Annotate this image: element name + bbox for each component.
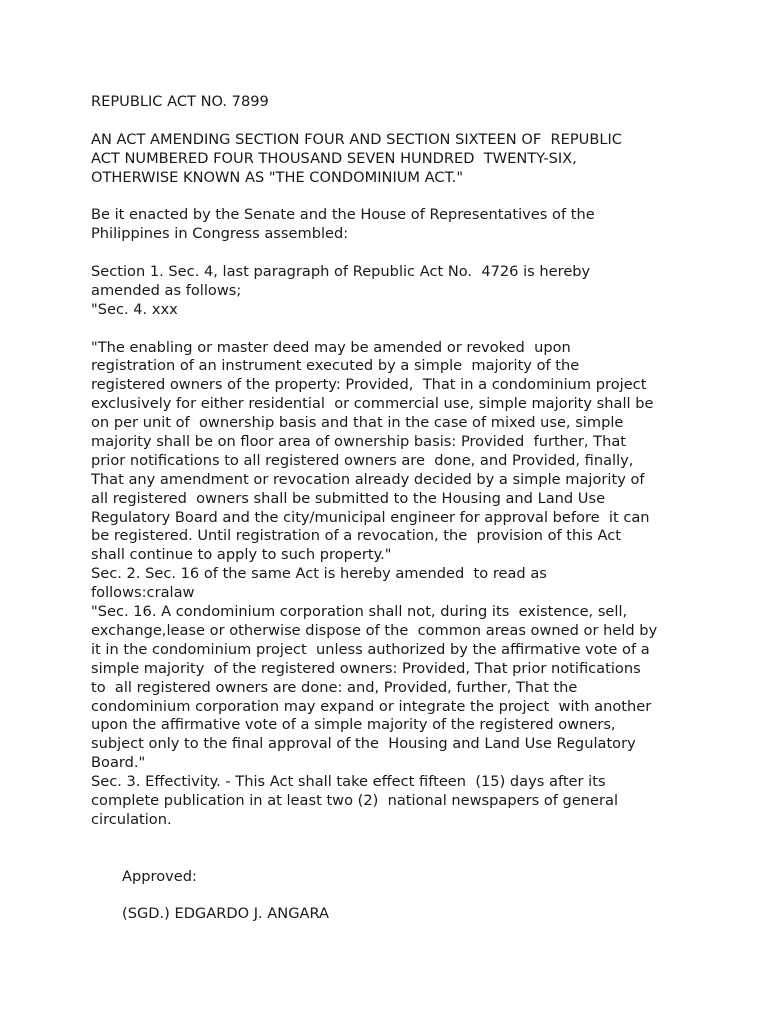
- text-line: exchange,lease or otherwise dispose of the common areas owned or held by: [91, 621, 658, 639]
- text-line: to all registered owners are done: and, Provided, further, That the: [91, 678, 578, 696]
- text-line: Regulatory Board and the city/municipal engineer for approval before it can: [91, 508, 650, 526]
- text-line: all registered owners shall be submitted to the Housing and Land Use: [91, 489, 606, 507]
- document-page: [91, 93, 681, 924]
- text-line: upon the affirmative vote of a simple majority of the registered owners,: [91, 716, 616, 734]
- text-line: "Sec. 4. xxx: [91, 300, 178, 318]
- text-line: follows:cralaw: [91, 584, 195, 602]
- enacting-clause: [91, 206, 681, 244]
- text-line: it in the condominium project unless authorized by the affirmative vote of a: [91, 640, 650, 658]
- text-line: OTHERWISE KNOWN AS "THE CONDOMINIUM ACT.": [91, 168, 464, 186]
- act-subtitle: [91, 131, 681, 188]
- section-1-intro: [91, 263, 681, 320]
- text-line: "The enabling or master deed may be amended or revoked upon: [91, 338, 571, 356]
- text-line: condominium corporation may expand or integrate the project with another: [91, 697, 652, 715]
- text-line: Section 1. Sec. 4, last paragraph of Republic Act No. 4726 is hereby: [91, 263, 591, 281]
- text-line: That any amendment or revocation already decided by a simple majority of: [91, 470, 645, 488]
- text-line: be registered. Until registration of a revocation, the provision of this Act: [91, 527, 622, 545]
- text-line: ACT NUMBERED FOUR THOUSAND SEVEN HUNDRED TWENTY-SIX,: [91, 149, 577, 167]
- approval-block: [91, 868, 681, 925]
- text-line: complete publication in at least two (2) national newspapers of general: [91, 791, 619, 809]
- text-line: subject only to the final approval of the Housing and Land Use Regulatory: [91, 735, 636, 753]
- text-line: Sec. 2. Sec. 16 of the same Act is hereby amended to read as: [91, 565, 547, 583]
- text-line: amended as follows;: [91, 281, 242, 299]
- body-text: [91, 339, 681, 830]
- approved-label: Approved:: [122, 867, 197, 885]
- text-line: exclusively for either residential or commercial use, simple majority shall be: [91, 395, 654, 413]
- text-line: shall continue to apply to such property.": [91, 546, 392, 564]
- text-line: "Sec. 16. A condominium corporation shall not, during its existence, sell,: [91, 603, 628, 621]
- text-line: AN ACT AMENDING SECTION FOUR AND SECTION SIXTEEN OF REPUBLIC: [91, 130, 622, 148]
- text-line: registered owners of the property: Provided, That in a condominium project: [91, 376, 647, 394]
- text-line: prior notifications to all registered owners are done, and Provided, finally,: [91, 451, 634, 469]
- text-line: circulation.: [91, 810, 172, 828]
- text-line: on per unit of ownership basis and that in the case of mixed use, simple: [91, 414, 624, 432]
- text-line: Be it enacted by the Senate and the House of Representatives of the: [91, 206, 595, 224]
- text-line: majority shall be on floor area of ownership basis: Provided further, That: [91, 433, 627, 451]
- text-line: registration of an instrument executed by a simple majority of the: [91, 357, 580, 375]
- text-line: Sec. 3. Effectivity. - This Act shall take effect fifteen (15) days after its: [91, 773, 606, 791]
- text-line: Philippines in Congress assembled:: [91, 225, 349, 243]
- signatory-name: (SGD.) EDGARDO J. ANGARA: [122, 905, 330, 923]
- act-title: REPUBLIC ACT NO. 7899: [91, 93, 269, 110]
- text-line: simple majority of the registered owners: Provided, That prior notifications: [91, 659, 641, 677]
- text-line: Board.": [91, 754, 146, 772]
